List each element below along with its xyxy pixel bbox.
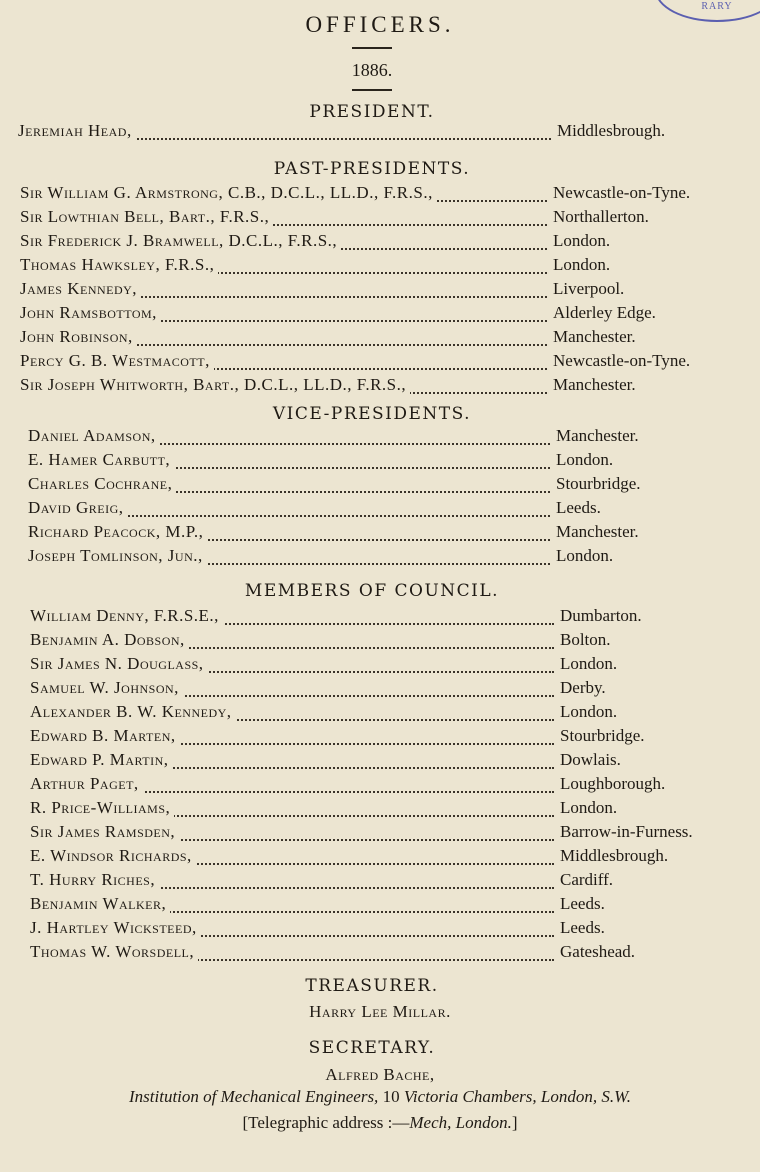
officer-place: Gateshead.: [556, 942, 635, 962]
vice-president-row: [28, 426, 754, 448]
past-president-row: [20, 351, 754, 373]
officer-place: Northallerton.: [549, 207, 649, 227]
officer-place: Manchester.: [552, 426, 639, 446]
officer-place: Manchester.: [549, 375, 636, 395]
officer-name: William Denny, F.R.S.E.,: [30, 606, 223, 626]
officer-name: Sir James N. Douglass,: [30, 654, 208, 674]
officer-place: Newcastle-on-Tyne.: [549, 351, 690, 371]
officer-name: John Ramsbottom,: [20, 303, 161, 323]
officer-place: Derby.: [556, 678, 606, 698]
council-member-row: [30, 654, 754, 676]
address-institution: Institution of Mechanical Engineers,: [129, 1087, 379, 1106]
officer-name: Sir James Ramsden,: [30, 822, 179, 842]
officer-place: London.: [556, 702, 617, 722]
officer-place: Cardiff.: [556, 870, 613, 890]
officer-place: Manchester.: [552, 522, 639, 542]
telegraphic-address: [0, 1113, 760, 1133]
officer-place: Loughborough.: [556, 774, 665, 794]
past-president-row: [20, 207, 754, 229]
vice-president-row: [28, 522, 754, 544]
council-member-row: [30, 630, 754, 652]
council-member-row: [30, 822, 754, 844]
vice-president-row: [28, 546, 754, 568]
officer-name: Jeremiah Head,: [18, 121, 136, 141]
secretary-name: Alfred Bache,: [325, 1065, 435, 1084]
officer-name: Richard Peacock, M.P.,: [28, 522, 207, 542]
officer-name: Thomas Hawksley, F.R.S.,: [20, 255, 218, 275]
officer-name: David Greig,: [28, 498, 128, 518]
officer-name: James Kennedy,: [20, 279, 141, 299]
officer-name: E. Windsor Richards,: [30, 846, 196, 866]
officer-name: Benjamin Walker,: [30, 894, 170, 914]
officer-place: London.: [549, 255, 610, 275]
past-president-row: [20, 279, 754, 301]
council-member-row: [30, 870, 754, 892]
past-president-row: [20, 327, 754, 349]
year-rule: [352, 89, 392, 91]
officer-name: T. Hurry Riches,: [30, 870, 159, 890]
officer-name: Samuel W. Johnson,: [30, 678, 183, 698]
page-title: OFFICERS.: [305, 12, 455, 37]
council-member-row: [30, 702, 754, 724]
past-president-row: [20, 375, 754, 397]
title-rule: [352, 47, 392, 49]
council-member-row: [30, 774, 754, 796]
past-president-row: [20, 303, 754, 325]
past-president-row: [20, 255, 754, 277]
officer-name: Edward B. Marten,: [30, 726, 180, 746]
officer-place: Newcastle-on-Tyne.: [549, 183, 690, 203]
past-presidents-heading: PAST-PRESIDENTS.: [273, 159, 471, 179]
address-street: Victoria Chambers, London, S.W.: [403, 1087, 631, 1106]
address-number: 10: [382, 1087, 400, 1106]
officer-name: Daniel Adamson,: [28, 426, 160, 446]
officer-place: London.: [552, 546, 613, 566]
vice-president-row: [28, 474, 754, 496]
officer-place: Barrow-in-Furness.: [556, 822, 693, 842]
telegraphic-prefix: [Telegraphic address :—: [242, 1113, 410, 1132]
vice-president-row: [28, 450, 754, 472]
officer-name: Arthur Paget,: [30, 774, 143, 794]
officer-place: Bolton.: [556, 630, 611, 650]
officer-name: Charles Cochrane,: [28, 474, 176, 494]
officer-name: R. Price-Williams,: [30, 798, 174, 818]
officer-name: Thomas W. Worsdell,: [30, 942, 198, 962]
officer-place: Leeds.: [552, 498, 601, 518]
treasurer-name: Harry Lee Millar.: [309, 1002, 451, 1021]
officer-name: Alexander B. W. Kennedy,: [30, 702, 236, 722]
officer-place: London.: [552, 450, 613, 470]
officer-name: J. Hartley Wicksteed,: [30, 918, 201, 938]
treasurer-heading: TREASURER.: [305, 976, 439, 996]
telegraphic-value: Mech, London.: [409, 1113, 512, 1132]
stamp-text: RARY: [701, 1, 733, 12]
officer-place: Stourbridge.: [552, 474, 641, 494]
president-heading: PRESIDENT.: [309, 102, 435, 122]
officer-name: Joseph Tomlinson, Jun.,: [28, 546, 207, 566]
council-member-row: [30, 750, 754, 772]
officer-place: Stourbridge.: [556, 726, 645, 746]
council-member-row: [30, 726, 754, 748]
telegraphic-suffix: ]: [511, 1113, 518, 1132]
officer-place: Middlesbrough.: [556, 846, 668, 866]
officer-name: Percy G. B. Westmacott,: [20, 351, 214, 371]
officer-place: Alderley Edge.: [549, 303, 656, 323]
officer-name: Benjamin A. Dobson,: [30, 630, 189, 650]
secretary-address: [0, 1087, 760, 1107]
officer-place: Middlesbrough.: [553, 121, 665, 141]
council-member-row: [30, 846, 754, 868]
officer-name: Sir Frederick J. Bramwell, D.C.L., F.R.S.,: [20, 231, 341, 251]
council-member-row: [30, 918, 754, 940]
year: 1886.: [351, 60, 393, 80]
officer-name: Sir Joseph Whitworth, Bart., D.C.L., LL.D., F.R.S.,: [20, 375, 410, 395]
officer-place: Liverpool.: [549, 279, 624, 299]
officer-place: Leeds.: [556, 894, 605, 914]
officer-place: Dumbarton.: [556, 606, 642, 626]
vice-presidents-heading: VICE-PRESIDENTS.: [272, 404, 472, 424]
officer-place: London.: [549, 231, 610, 251]
council-member-row: [30, 894, 754, 916]
council-member-row: [30, 798, 754, 820]
vice-president-row: [28, 498, 754, 520]
council-member-row: [30, 606, 754, 628]
officer-place: London.: [556, 654, 617, 674]
past-president-row: [20, 183, 754, 205]
officer-place: Dowlais.: [556, 750, 621, 770]
officer-name: John Robinson,: [20, 327, 137, 347]
officer-place: Leeds.: [556, 918, 605, 938]
officer-place: Manchester.: [549, 327, 636, 347]
officer-name: Sir Lowthian Bell, Bart., F.R.S.,: [20, 207, 273, 227]
officer-place: London.: [556, 798, 617, 818]
officer-name: E. Hamer Carbutt,: [28, 450, 174, 470]
secretary-heading: SECRETARY.: [308, 1038, 436, 1058]
past-president-row: [20, 231, 754, 253]
officer-name: Sir William G. Armstrong, C.B., D.C.L., LL.D., F.R.S.,: [20, 183, 437, 203]
council-heading: MEMBERS OF COUNCIL.: [244, 581, 500, 601]
council-member-row: [30, 678, 754, 700]
council-member-row: [30, 942, 754, 964]
officer-name: Edward P. Martin,: [30, 750, 173, 770]
president-row: [18, 121, 754, 143]
